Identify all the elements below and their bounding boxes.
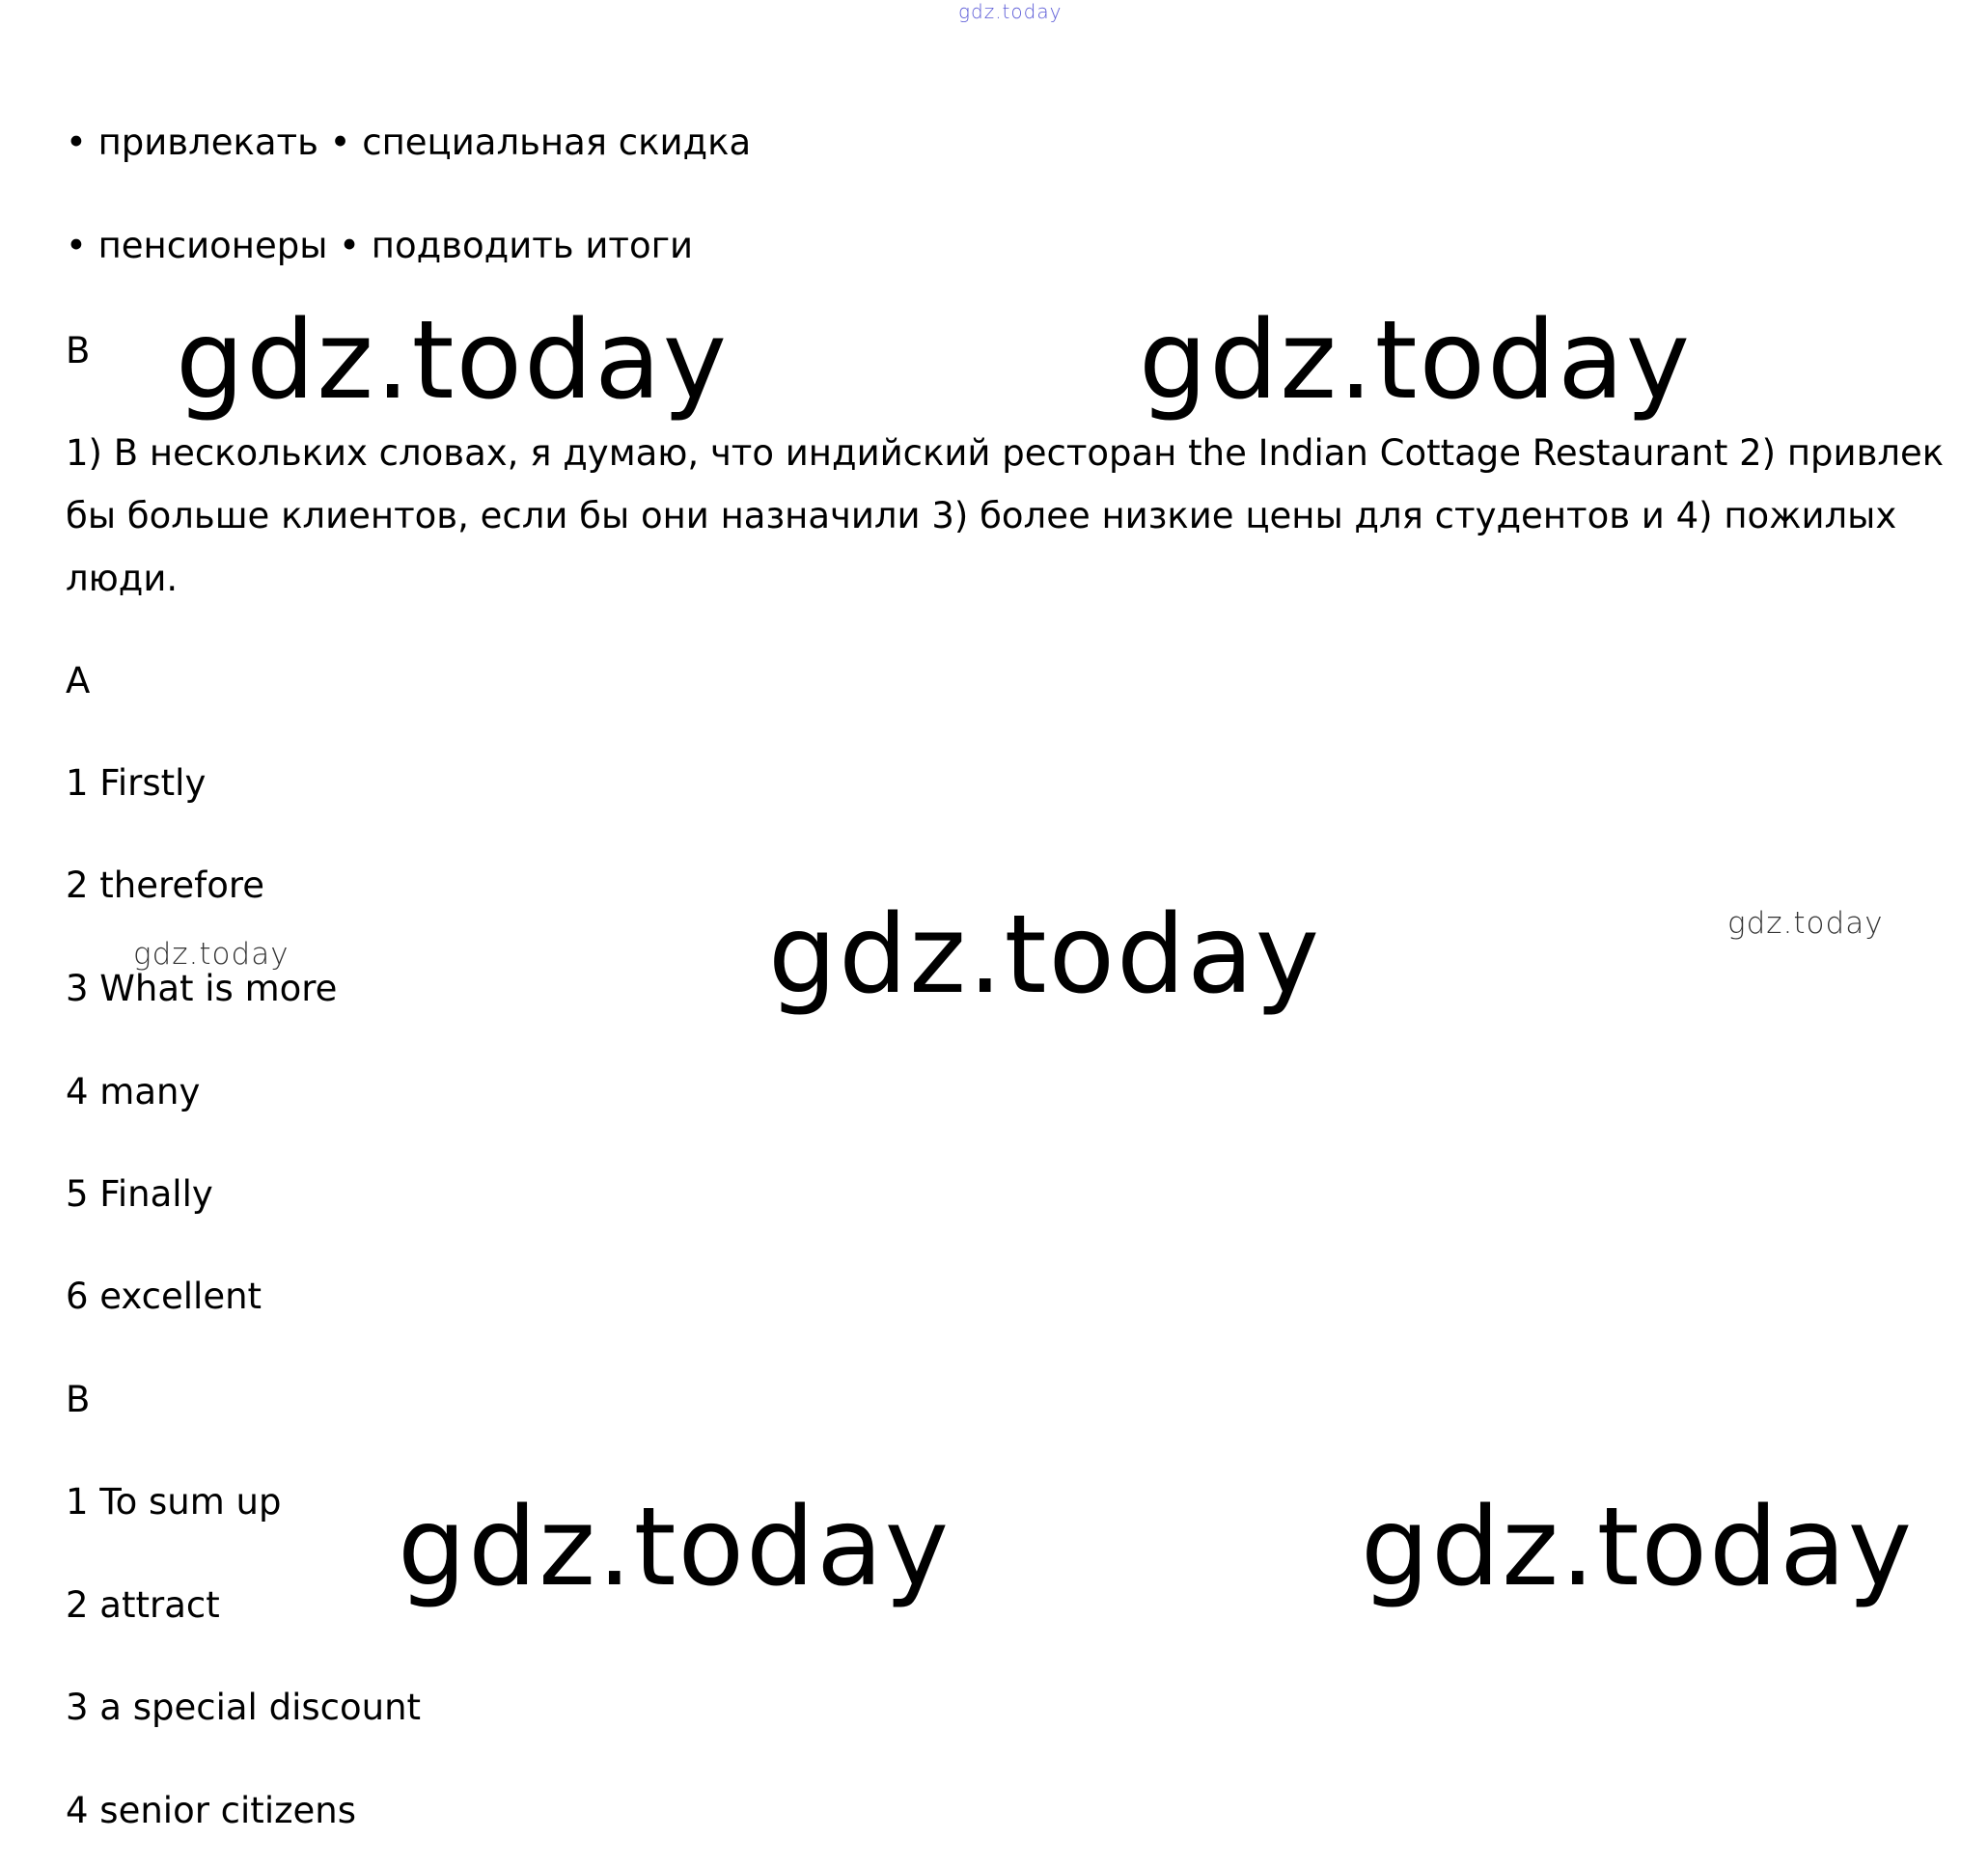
vocab-line: • пенсионеры • подводить итоги [66, 225, 694, 266]
list-item: 3 What is more [66, 968, 338, 1009]
list-item: 1 Firstly [66, 762, 207, 804]
section-label: A [66, 660, 91, 701]
vocab-line: • привлекать • специальная скидка [66, 122, 752, 163]
list-item: 2 therefore [66, 865, 265, 906]
section-label: B [66, 330, 91, 371]
list-item: 2 attract [66, 1584, 220, 1626]
watermark-small: gdz.today [133, 937, 290, 972]
list-item: 4 many [66, 1071, 201, 1112]
watermark-small: gdz.today [1727, 906, 1884, 941]
list-item: 4 senior citizens [66, 1790, 357, 1831]
list-item: 5 Finally [66, 1173, 213, 1215]
list-item: 1 To sum up [66, 1481, 282, 1523]
list-item: 6 excellent [66, 1276, 262, 1317]
watermark-large: gdz.today [398, 1485, 952, 1610]
watermark-large: gdz.today [768, 892, 1322, 1018]
watermark-large: gdz.today [1139, 298, 1693, 424]
watermark-large: gdz.today [1361, 1485, 1915, 1610]
section-label: B [66, 1379, 91, 1420]
watermark-large: gdz.today [176, 298, 730, 424]
watermark-top: gdz.today [958, 0, 1063, 23]
list-item: 3 a special discount [66, 1687, 422, 1728]
answer-paragraph: 1) В нескольких словах, я думаю, что индийский ресторан the Indian Cottage Restaurant 2) привлек бы больше клиентов, если бы они назначили 3) более низкие цены для студентов и 4) пожилых люди. [66, 432, 1945, 599]
